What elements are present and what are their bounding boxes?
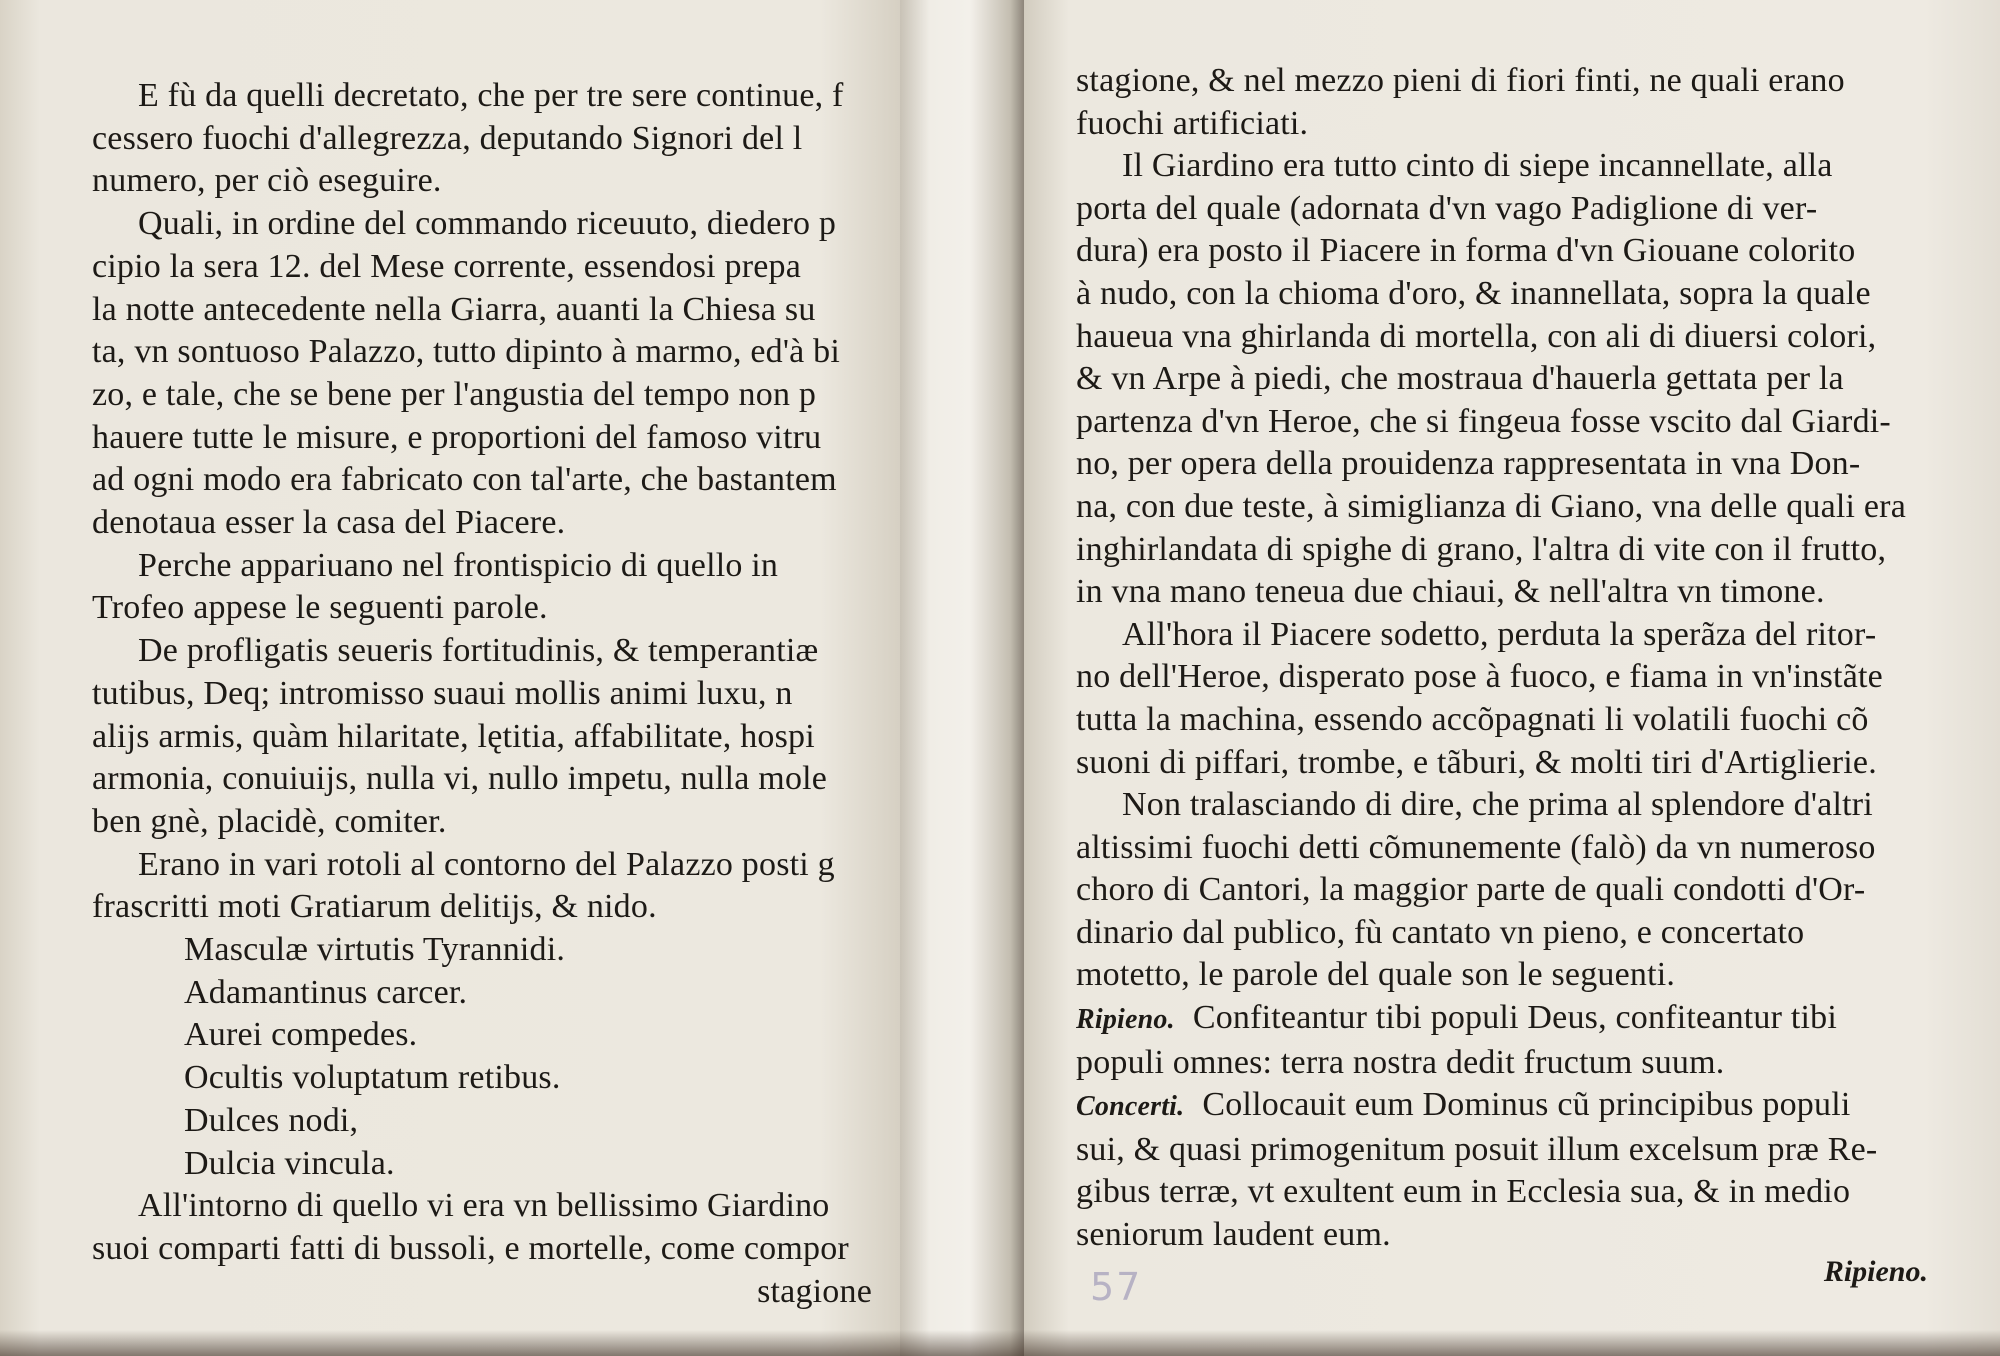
line-text: cipio la sera 12. del Mese corrente, essendosi prepa <box>92 247 802 285</box>
text-line <box>1076 997 2000 1042</box>
text-line <box>92 1185 900 1228</box>
text-line <box>1076 869 2000 912</box>
line-text: altissimi fuochi detti cõmunemente (falò) da vn numeroso <box>1076 828 1876 866</box>
line-text: Collocauit eum Dominus cũ principibus populi <box>1202 1086 1851 1124</box>
line-text: tutibus, Deq; intromisso suaui mollis animi luxu, n <box>92 674 793 712</box>
line-text: à nudo, con la chioma d'oro, & inannellata, sopra la quale <box>1076 274 1871 312</box>
line-text: E fù da quelli decretato, che per tre sere continue, f <box>138 77 844 114</box>
text-line <box>1076 614 2000 657</box>
text-line <box>92 844 900 887</box>
line-text: Quali, in ordine del commando riceuuto, diedero p <box>138 205 837 243</box>
line-text: motetto, le parole del quale son le seguenti. <box>1076 956 1676 994</box>
line-text: no dell'Heroe, disperato pose à fuoco, e fiama in vn'instãte <box>1076 658 1883 696</box>
text-line <box>92 160 900 203</box>
book-gutter <box>900 0 1024 1356</box>
text-line <box>92 502 900 545</box>
text-line <box>1076 784 2000 827</box>
text-line <box>1076 571 2000 614</box>
text-line <box>1076 316 2000 359</box>
text-line <box>92 374 900 417</box>
line-text: armonia, conuiuijs, nulla vi, nullo impetu, nulla mole <box>92 760 828 798</box>
line-text: cessero fuochi d'allegrezza, deputando Signori del l <box>92 119 803 157</box>
text-line <box>1076 1042 2000 1085</box>
line-text: suoni di piffari, trombe, e tãburi, & molti tiri d'Artiglierie. <box>1076 743 1877 781</box>
line-text: frascritti moti Gratiarum delitijs, & nido. <box>92 888 657 926</box>
text-line <box>92 886 900 929</box>
line-text: dinario dal publico, fù cantato vn pieno, e concertato <box>1076 913 1805 951</box>
line-text: haueua vna ghirlanda di mortella, con ali di diuersi colori, <box>1076 317 1877 355</box>
line-text: denotaua esser la casa del Piacere. <box>92 504 566 542</box>
line-text: Trofeo appese le seguenti parole. <box>92 589 548 627</box>
text-line <box>92 801 900 844</box>
line-text: Confiteantur tibi populi Deus, confiteantur tibi <box>1192 999 1837 1037</box>
text-line <box>92 972 900 1015</box>
right-page <box>1024 0 2000 1356</box>
line-text: ben gnè, placidè, comiter. <box>92 802 447 840</box>
text-line <box>92 587 900 630</box>
line-text: no, per opera della prouidenza rappresentata in vna Don- <box>1076 445 1861 483</box>
line-text: De profligatis seueris fortitudinis, & temperantiæ <box>138 632 819 670</box>
text-line <box>1076 358 2000 401</box>
line-text: choro di Cantori, la maggior parte de quali condotti d'Or- <box>1076 871 1866 909</box>
text-line <box>92 246 900 289</box>
text-line <box>92 1100 900 1143</box>
line-text: stagione, & nel mezzo pieni di fiori finti, ne quali erano <box>1076 62 1845 99</box>
text-line <box>92 1228 900 1271</box>
line-text: Erano in vari rotoli al contorno del Palazzo posti g <box>138 845 835 883</box>
text-line <box>1076 230 2000 273</box>
text-line <box>1076 60 2000 103</box>
page-edge-shadow <box>0 1330 2000 1356</box>
left-page <box>0 0 900 1356</box>
text-line <box>1076 188 2000 231</box>
voice-label: Concerti. <box>1076 1091 1185 1123</box>
line-text: Ocultis voluptatum retibus. <box>184 1059 561 1097</box>
text-line <box>92 1143 900 1186</box>
line-text: na, con due teste, à simiglianza di Giano, vna delle quali era <box>1076 487 1906 525</box>
text-line <box>1076 145 2000 188</box>
text-line <box>92 289 900 332</box>
line-text: Dulcia vincula. <box>184 1144 395 1182</box>
text-line <box>1076 1214 2000 1257</box>
line-text: in vna mano teneua due chiaui, & nell'altra vn timone. <box>1076 573 1825 611</box>
line-text: numero, per ciò eseguire. <box>92 162 442 200</box>
text-line <box>92 758 900 801</box>
text-line <box>1076 486 2000 529</box>
text-line <box>1076 1129 2000 1172</box>
text-line <box>92 459 900 502</box>
text-line <box>1076 401 2000 444</box>
text-line <box>92 331 900 374</box>
line-text: sui, & quasi primogenitum posuit illum excelsum præ Re- <box>1076 1130 1878 1168</box>
text-line <box>92 929 900 972</box>
line-text: alijs armis, quàm hilaritate, lętitia, affabilitate, hospi <box>92 717 815 755</box>
line-text: seniorum laudent eum. <box>1076 1216 1391 1254</box>
line-text: Il Giardino era tutto cinto di siepe incannellate, alla <box>1122 147 1833 185</box>
text-line <box>92 716 900 759</box>
text-line <box>1076 827 2000 870</box>
text-line <box>1076 742 2000 785</box>
line-text: Masculæ virtutis Tyrannidi. <box>184 931 566 969</box>
line-text: All'intorno di quello vi era vn bellissimo Giardino <box>138 1187 830 1225</box>
line-text: Non tralasciando di dire, che prima al splendore d'altri <box>1122 786 1873 824</box>
line-text: Dulces nodi, <box>184 1101 359 1139</box>
line-text: ad ogni modo era fabricato con tal'arte, che bastantem <box>92 461 837 499</box>
text-line <box>1076 656 2000 699</box>
text-line <box>92 118 900 161</box>
line-text: porta del quale (adornata d'vn vago Padiglione di ver- <box>1076 189 1818 227</box>
line-text: dura) era posto il Piacere in forma d'vn Giouane colorito <box>1076 232 1856 270</box>
text-line <box>1076 443 2000 486</box>
line-text: partenza d'vn Heroe, che si fingeua fosse vscito dal Giardi- <box>1076 402 1891 440</box>
text-line <box>92 75 900 118</box>
text-line <box>1076 912 2000 955</box>
line-text: zo, e tale, che se bene per l'angustia del tempo non p <box>92 375 817 413</box>
text-line <box>1076 1171 2000 1214</box>
text-line <box>92 417 900 460</box>
text-line <box>92 1014 900 1057</box>
line-text: stagione <box>757 1272 872 1310</box>
line-text: hauere tutte le misure, e proportioni del famoso vitru <box>92 418 822 456</box>
text-line <box>92 1271 900 1314</box>
page-number: 57 <box>1090 1265 1143 1309</box>
line-text: la notte antecedente nella Giarra, auanti la Chiesa su <box>92 290 816 328</box>
line-text: Perche appariuano nel frontispicio di quello in <box>138 546 779 584</box>
text-line <box>1076 103 2000 146</box>
line-text: All'hora il Piacere sodetto, perduta la sperãza del ritor- <box>1122 615 1877 653</box>
text-line <box>1076 699 2000 742</box>
text-line <box>92 203 900 246</box>
text-line <box>1076 529 2000 572</box>
line-text: ta, vn sontuoso Palazzo, tutto dipinto à marmo, ed'à bi <box>92 333 840 371</box>
text-line <box>92 545 900 588</box>
text-line <box>1076 273 2000 316</box>
line-text: Aurei compedes. <box>184 1016 418 1054</box>
voice-label: Ripieno. <box>1076 1004 1175 1036</box>
line-text: Adamantinus carcer. <box>184 973 468 1011</box>
line-text: populi omnes: terra nostra dedit fructum suum. <box>1076 1043 1725 1081</box>
text-line <box>92 673 900 716</box>
line-text: gibus terræ, vt exultent eum in Ecclesia sua, & in medio <box>1076 1173 1851 1211</box>
line-text: & vn Arpe à piedi, che mostraua d'hauerla gettata per la <box>1076 360 1844 398</box>
catchword: Ripieno. <box>1823 1255 1928 1288</box>
text-line <box>92 1057 900 1100</box>
line-text: fuochi artificiati. <box>1076 104 1309 142</box>
text-line <box>92 630 900 673</box>
line-text: suoi comparti fatti di bussoli, e mortelle, come compor <box>92 1229 849 1267</box>
text-line <box>1076 954 2000 997</box>
text-line <box>1076 1084 2000 1129</box>
line-text: tutta la machina, essendo accõpagnati li volatili fuochi cõ <box>1076 700 1869 738</box>
line-text: inghirlandata di spighe di grano, l'altra di vite con il frutto, <box>1076 530 1887 568</box>
